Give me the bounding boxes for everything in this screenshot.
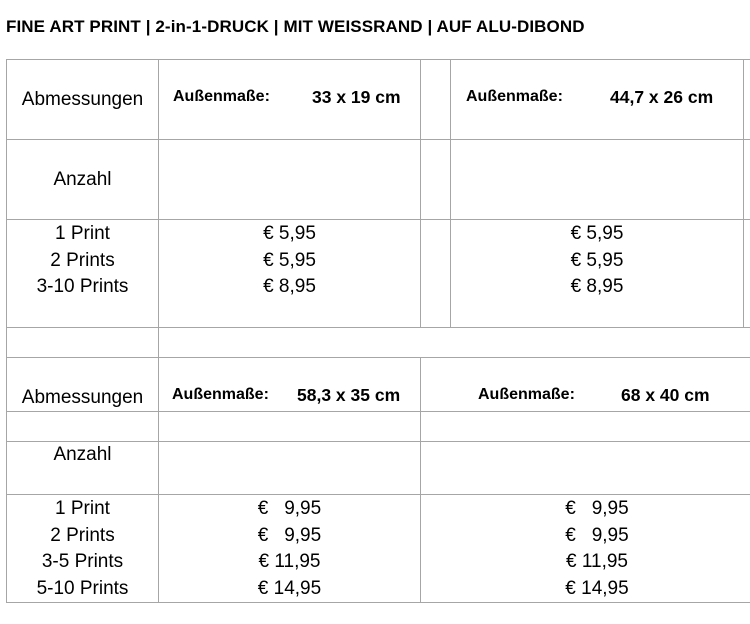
quantity-item: 2 Prints [50,249,115,271]
quantity-list [7,496,158,602]
size-key: Außenmaße: [478,386,575,403]
price-item: € 11,95 [566,551,628,572]
price-item: € 14,95 [565,577,629,599]
size-value: 44,7 x 26 cm [610,87,714,107]
page-title: FINE ART PRINT | 2-in-1-DRUCK | MIT WEISSRAND | AUF ALU-DIBOND [6,17,585,36]
size-header [172,386,269,404]
row-label-quantity: Anzahl [53,169,112,190]
price-item: € 9,95 [565,498,629,519]
price-item: € 5,95 [570,249,624,271]
size-value: 58,3 x 35 cm [297,385,401,405]
price-item: € 5,95 [570,223,624,244]
price-item: € 8,95 [570,276,624,297]
quantity-item: 5-10 Prints [36,577,129,599]
size-value: 33 x 19 cm [312,87,401,107]
quantity-item: 3-10 Prints [36,276,129,297]
row-label-dimensions: Abmessungen [21,387,144,408]
size-value: 68 x 40 cm [621,385,710,405]
size-header [173,88,270,106]
quantity-item: 2 Prints [50,524,115,546]
price-item: € 14,95 [257,577,322,599]
size-header [478,386,575,404]
price-list [466,496,728,602]
price-item: € 11,95 [258,551,321,572]
size-header [466,88,563,106]
price-item: € 9,95 [257,524,322,546]
price-item: € 5,95 [263,249,316,271]
quantity-item: 1 Print [55,223,110,244]
row-label-quantity: Anzahl [53,444,112,465]
price-item: € 5,95 [263,223,316,244]
price-item: € 8,95 [263,276,316,297]
price-list [159,496,420,602]
price-item: € 9,95 [257,498,322,519]
size-key: Außenmaße: [466,88,563,105]
price-item: € 9,95 [565,524,629,546]
quantity-list [7,221,158,301]
price-list [451,221,743,301]
size-key: Außenmaße: [173,88,270,105]
row-label-dimensions: Abmessungen [21,89,144,110]
quantity-item: 1 Print [55,498,110,519]
quantity-item: 3-5 Prints [41,551,124,572]
price-list [159,221,420,301]
size-key: Außenmaße: [172,386,269,403]
